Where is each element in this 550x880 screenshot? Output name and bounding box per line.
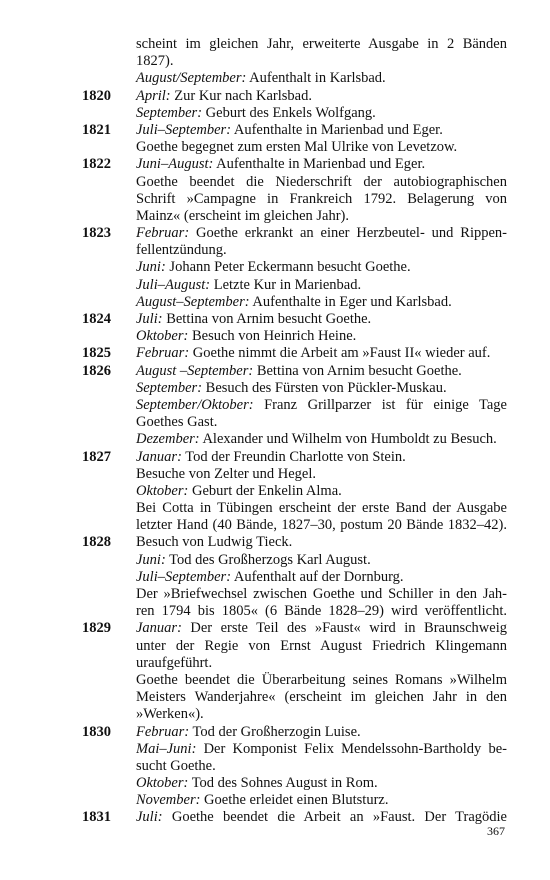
chronology-entry — [0, 724, 550, 810]
line-text: Aufenthalte in Eger und Karlsbad. — [249, 293, 452, 310]
chronology-entry — [0, 345, 550, 362]
text-line — [136, 534, 507, 551]
text-line — [136, 139, 507, 156]
entry-text — [136, 156, 507, 225]
year-label: 1821 — [82, 121, 111, 138]
text-line — [136, 156, 507, 173]
year-label: 1831 — [82, 809, 111, 826]
text-line — [136, 655, 507, 672]
period-label: September/Oktober: — [136, 396, 254, 413]
line-text: Geburt der Enkelin Alma. — [188, 482, 342, 499]
chronology-entry — [0, 620, 550, 723]
line-text: Mainz« (erscheint im gleichen Jahr). — [136, 207, 349, 224]
text-line — [136, 414, 507, 431]
chronology-entry — [0, 88, 550, 122]
period-label: August/September: — [136, 70, 247, 87]
text-line — [136, 483, 507, 500]
line-text: scheint im gleichen Jahr, erweiterte Ausgabe in 2 Bänden — [136, 36, 507, 52]
line-text: 1827). — [136, 53, 174, 70]
line-text: Goethe beendet die Niederschrift der autobiographischen — [136, 173, 507, 190]
period-label: Dezember: — [136, 431, 200, 448]
line-text: Letzte Kur in Marienbad. — [210, 276, 362, 293]
period-label: Juli–September: — [136, 568, 232, 585]
text-line — [136, 363, 507, 380]
period-label: September: — [136, 104, 203, 121]
year-label: 1828 — [82, 534, 111, 551]
text-line — [136, 724, 507, 741]
line-text: fellentzündung. — [136, 242, 227, 259]
text-line — [136, 586, 507, 603]
text-line — [136, 225, 507, 242]
line-text: Schrift »Campagne in Frankreich 1792. Belagerung von — [136, 190, 507, 207]
chronology-entry — [0, 809, 550, 826]
text-line — [136, 208, 507, 225]
entry-text — [136, 809, 507, 826]
line-text: Goethes Gast. — [136, 414, 218, 431]
text-line — [136, 431, 507, 448]
line-text: Aufenthalt auf der Dornburg. — [231, 568, 404, 585]
period-label: Januar: — [136, 448, 182, 465]
period-label: Mai–Juni: — [136, 740, 197, 757]
entry-text — [136, 122, 507, 156]
entry-text — [136, 449, 507, 535]
chronology — [0, 36, 550, 827]
chronology-entry — [0, 311, 550, 345]
chronology-entry — [0, 36, 550, 88]
year-label: 1824 — [82, 311, 111, 327]
entry-text — [136, 311, 507, 345]
period-label: Juni: — [136, 259, 166, 276]
text-line — [136, 345, 507, 362]
line-text: Zur Kur nach Karlsbad. — [170, 87, 312, 104]
line-text: Geburt des Enkels Wolfgang. — [202, 104, 376, 121]
line-text: Goethe begegnet zum ersten Mal Ulrike von Levetzow. — [136, 139, 458, 156]
text-line — [136, 809, 507, 826]
line-text: Der erste Teil des »Faust« wird in Braunschweig — [181, 620, 507, 637]
text-line — [136, 672, 507, 689]
text-line — [136, 500, 507, 517]
period-label: August –September: — [136, 362, 254, 379]
line-text: Der Komponist Felix Mendelssohn-Bartholdy be- — [196, 740, 507, 757]
line-text: Tod des Großherzogs Karl August. — [165, 551, 371, 568]
text-line — [136, 397, 507, 414]
text-line — [136, 36, 507, 53]
line-text: sucht Goethe. — [136, 757, 216, 774]
text-line — [136, 328, 507, 345]
line-text: Meisters Wanderjahre« (erscheint im gleichen Jahr in den — [136, 689, 507, 706]
entry-text — [136, 88, 507, 122]
period-label: April: — [136, 87, 171, 104]
period-label: Januar: — [136, 620, 182, 637]
line-text: Goethe nimmt die Arbeit am »Faust II« wieder auf. — [189, 345, 491, 362]
year-label: 1822 — [82, 156, 111, 173]
line-text: Besuch des Fürsten von Pückler-Muskau. — [202, 379, 447, 396]
line-text: Tod der Großherzogin Luise. — [189, 723, 361, 740]
text-line — [136, 174, 507, 191]
entry-text — [136, 724, 507, 810]
chronology-entry — [0, 449, 550, 535]
line-text: Goethe beendet die Arbeit an »Faust. Der Tragödie — [162, 809, 507, 826]
text-line — [136, 294, 507, 311]
line-text: Goethe erleidet einen Blutsturz. — [200, 792, 389, 809]
text-line — [136, 620, 507, 637]
line-text: Bei Cotta in Tübingen erscheint der erste Band der Ausgabe — [136, 500, 507, 517]
text-line — [136, 88, 507, 105]
entry-text — [136, 225, 507, 311]
period-label: Oktober: — [136, 775, 189, 792]
period-label: Oktober: — [136, 482, 189, 499]
text-line — [136, 758, 507, 775]
page-number: 367 — [487, 824, 505, 838]
text-line — [136, 466, 507, 483]
line-text: Goethe beendet die Überarbeitung seines Romans »Wilhelm — [136, 671, 507, 688]
line-text: Tod des Sohnes August in Rom. — [188, 775, 378, 792]
period-label: Februar: — [136, 345, 190, 362]
entry-text — [136, 363, 507, 449]
line-text: Aufenthalte in Marienbad und Eger. — [231, 121, 443, 138]
line-text: Der »Briefwechsel zwischen Goethe und Schiller in den Jah- — [136, 586, 507, 603]
text-line — [136, 122, 507, 139]
period-label: Juli–August: — [136, 276, 211, 293]
entry-text — [136, 534, 507, 620]
text-line — [136, 775, 507, 792]
entry-text — [136, 36, 507, 88]
chronology-entry — [0, 225, 550, 311]
line-text: Alexander und Wilhelm von Humboldt zu Besuch. — [199, 431, 497, 448]
text-line — [136, 689, 507, 706]
text-line — [136, 242, 507, 259]
period-label: August–September: — [136, 293, 250, 310]
text-line — [136, 191, 507, 208]
chronology-entry — [0, 363, 550, 449]
chronology-entry — [0, 156, 550, 225]
period-label: Juli: — [136, 311, 163, 327]
text-line — [136, 277, 507, 294]
chronology-entry — [0, 122, 550, 156]
year-label: 1830 — [82, 723, 111, 740]
period-label: Juni–August: — [136, 156, 214, 173]
period-label: Juli–September: — [136, 121, 232, 138]
period-label: November: — [136, 792, 201, 809]
line-text: Bettina von Arnim besucht Goethe. — [162, 311, 372, 327]
text-line — [136, 603, 507, 620]
text-line — [136, 706, 507, 723]
line-text: Goethe erkrankt an einer Herzbeutel- und Rippen- — [189, 225, 507, 242]
text-line — [136, 105, 507, 122]
line-text: uraufgeführt. — [136, 654, 213, 671]
line-text: Tod der Freundin Charlotte von Stein. — [181, 448, 406, 465]
text-line — [136, 53, 507, 70]
line-text: letzter Hand (40 Bände, 1827–30, postum 20 Bände 1832–42). — [136, 517, 507, 534]
line-text: Johann Peter Eckermann besucht Goethe. — [165, 259, 411, 276]
text-line — [136, 380, 507, 397]
period-label: Oktober: — [136, 328, 189, 345]
line-text: Besuch von Ludwig Tieck. — [136, 534, 293, 551]
period-label: Februar: — [136, 723, 190, 740]
period-label: Juni: — [136, 551, 166, 568]
year-label: 1825 — [82, 345, 111, 362]
text-line — [136, 70, 507, 87]
line-text: Bettina von Arnim besucht Goethe. — [253, 362, 462, 379]
text-line — [136, 517, 507, 534]
text-line — [136, 552, 507, 569]
line-text: Franz Grillparzer ist für einige Tage — [253, 396, 507, 413]
line-text: Aufenthalte in Marienbad und Eger. — [213, 156, 426, 173]
year-label: 1827 — [82, 448, 111, 465]
period-label: September: — [136, 379, 203, 396]
entry-text — [136, 620, 507, 723]
text-line — [136, 792, 507, 809]
chronology-entry — [0, 534, 550, 620]
text-line — [136, 741, 507, 758]
line-text: Besuche von Zelter und Hegel. — [136, 465, 316, 482]
text-line — [136, 569, 507, 586]
text-line — [136, 311, 507, 328]
year-label: 1823 — [82, 225, 111, 242]
entry-text — [136, 345, 507, 362]
period-label: Februar: — [136, 225, 190, 242]
year-label: 1820 — [82, 87, 111, 104]
line-text: Besuch von Heinrich Heine. — [188, 328, 357, 345]
period-label: Juli: — [136, 809, 163, 826]
text-line — [136, 638, 507, 655]
text-line — [136, 259, 507, 276]
year-label: 1826 — [82, 362, 111, 379]
line-text: ren 1794 bis 1805« (6 Bände 1828–29) wird veröffentlicht. — [136, 603, 507, 620]
line-text: Aufenthalt in Karlsbad. — [246, 70, 386, 87]
text-line — [136, 449, 507, 466]
line-text: »Werken«). — [136, 706, 204, 723]
year-label: 1829 — [82, 620, 111, 637]
line-text: unter der Regie von Ernst August Friedrich Klingemann — [136, 637, 507, 654]
